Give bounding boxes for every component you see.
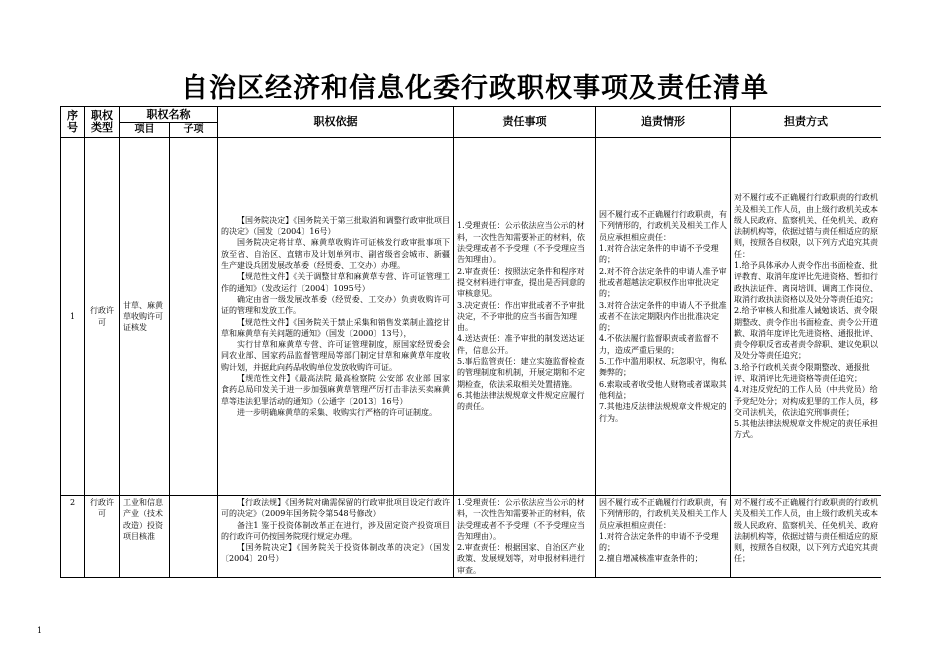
basis-para: 备注1 鉴于投资体制改革正在进行，涉及固定资产投资项目的行政许可仍按国务院现行规定办理。 — [221, 520, 450, 541]
liability-item: 2.给予审核人和批准人诫勉谈话、责令限期整改、责令作出书面检查、责令公开道歉、取消年度评比先进资格、通报批评、责令停职反省或者责令辞职、建议免职以及处分等责任追究； — [734, 306, 878, 361]
row-subitem — [170, 138, 218, 496]
header-name: 职权名称 — [120, 107, 218, 123]
header-seq-top: 序 — [67, 109, 78, 122]
basis-para: 国务院决定将甘草、麻黄草收购许可证核发行政审批事项下放至省、自治区、直辖市及计划单列市、副省级省会城市、新疆生产建设兵团发展改革委（经贸委、工交办）办理。 — [221, 238, 450, 271]
header-type-bottom: 类型 — [91, 121, 113, 134]
duty-item: 6.其他法律法规规章文件规定应履行的责任。 — [457, 390, 585, 412]
header-item: 项目 — [120, 123, 170, 138]
situation-item: 7.其他违反法律法规规章文件规定的行为。 — [599, 402, 727, 423]
table-row — [61, 496, 882, 578]
liability-item: 对不履行或不正确履行行政职责的行政机关及相关工作人员，由上级行政机关或本级人民政府、监察机关、任免机关、政府法制机构等，依据过错与责任相适应的原则，按照各自权限，以下列方式追究其责任； — [734, 498, 878, 564]
duty-item: 5.事后监管责任：建立实施监督检查的管理制度和机制，开展定期和不定期检查，依法采取相关处置措施。 — [457, 357, 585, 389]
basis-para: 【规范性文件】《最高法院 最高检察院 公安部 农业部 国家食药总局印发关于进一步加强麻黄草管理严厉打击非法买卖麻黄草等违法犯罪活动的通知》（公通字〔2013〕16号） — [221, 373, 450, 406]
row-duty — [454, 496, 596, 578]
situation-item: 4.不依法履行监督职责或者监督不力，造成严重后果的； — [599, 334, 719, 355]
responsibility-table — [60, 106, 881, 578]
header-type — [85, 107, 120, 138]
page-number: 1 — [37, 626, 43, 635]
row-seq: 2 — [61, 496, 85, 578]
duty-item: 2.审查责任：根据国家、自治区产业政策、发展规划等，对申报材料进行审查。 — [457, 543, 585, 575]
row-type: 行政许可 — [85, 138, 120, 496]
duty-item: 1.受理责任：公示依法应当公示的材料，一次性告知需要补正的材料，依法受理或者不予受理（不予受理应当告知理由）。 — [457, 498, 585, 541]
basis-para: 【行政法规】《国务院对确需保留的行政审批项目设定行政许可的决定》（2009年国务院令第548号修改） — [221, 498, 450, 519]
header-type-top: 职权 — [91, 109, 113, 122]
situation-item: 6.索取或者收受他人财物或者谋取其他利益； — [599, 379, 727, 400]
duty-item: 4.送达责任：准予审批的制发送达证件，信息公开。 — [457, 334, 585, 355]
header-liability: 担责方式 — [731, 107, 882, 138]
header-seq-bottom: 号 — [67, 121, 78, 134]
row-item: 甘草、麻黄草收购许可证核发 — [120, 138, 170, 496]
header-basis: 职权依据 — [218, 107, 454, 138]
row-liability — [731, 496, 882, 578]
liability-item: 1.给予具体承办人责令作出书面检查、批评教育、取消年度评比先进资格、暂扣行政执法证件、离岗培训、调离工作岗位、取消行政执法资格以及处分等责任追究； — [734, 261, 878, 304]
basis-para: 确定由省一级发展改革委（经贸委、工交办）负责收购许可证的管理和发放工作。 — [221, 294, 450, 316]
row-duty — [454, 138, 596, 496]
liability-item: 对不履行或不正确履行行政职责的行政机关及相关工作人员，由上级行政机关或本级人民政府、监察机关、任免机关、政府法制机构等，依据过错与责任相适应的原则，按照各自权限，以下列方式追究其责任： — [734, 193, 878, 259]
situation-item: 3.对符合法定条件的申请人不予批准或者不在法定期限内作出批准决定的； — [599, 300, 727, 333]
row-situation — [596, 138, 731, 496]
liability-item: 5.其他法律法规规章文件规定的责任承担方式。 — [734, 419, 878, 440]
duty-item: 1.受理责任：公示依法应当公示的材料，一次性告知需要补正的材料，依法受理或者不予受理（不予受理应当告知理由）。 — [457, 221, 585, 265]
row-subitem — [170, 496, 218, 578]
situation-item: 2.对不符合法定条件的申请人准予审批或者超越法定职权作出审批决定的； — [599, 266, 727, 299]
table-row — [61, 138, 882, 496]
duty-item: 3.决定责任：作出审批或者不予审批决定，不予审批的应当书面告知理由。 — [457, 300, 585, 333]
liability-item: 4.对违反党纪的工作人员（中共党员）给予党纪处分；对构成犯罪的工作人员，移交司法机关，依法追究刑事责任； — [734, 385, 878, 417]
situation-item: 2.擅自增减核准审查条件的； — [599, 554, 703, 564]
basis-para: 【规范性文件】《国务院关于禁止采集和销售发菜制止滥挖甘草和麻黄草有关问题的通知》（国发〔2000〕13号）， — [221, 317, 450, 338]
header-row-1 — [61, 107, 882, 123]
row-seq: 1 — [61, 138, 85, 496]
basis-para: 【规范性文件】《关于调整甘草和麻黄草专营、许可证管理工作的通知》（发改运行〔2004〕1095号） — [221, 272, 450, 293]
row-liability — [731, 138, 882, 496]
row-basis — [218, 496, 454, 578]
page-title: 自治区经济和信息化委行政职权事项及责任清单 — [181, 73, 769, 104]
duty-item: 2.审查责任：按照法定条件和程序对提交材料进行审查，提出是否同意的审核意见。 — [457, 266, 585, 299]
liability-item: 3.给予行政机关责令限期整改、通报批评、取消评比先进资格等责任追究； — [734, 362, 870, 383]
situation-item: 1.对符合法定条件的申请不予受理的； — [599, 531, 719, 553]
header-duty: 责任事项 — [454, 107, 596, 138]
basis-para: 【国务院决定】《国务院关于第三批取消和调整行政审批项目的决定》（国发〔2004〕16号） — [221, 215, 450, 237]
situation-item: 5.工作中滥用职权、玩忽职守，徇私舞弊的； — [599, 357, 727, 378]
situation-item: 因不履行或不正确履行行政职责，有下列情形的，行政机关及相关工作人员应承担相应责任： — [599, 498, 727, 530]
header-subitem: 子项 — [170, 123, 218, 138]
header-situation: 追责情形 — [596, 107, 731, 138]
situation-item: 因不履行或不正确履行行政职责，有下列情形的，行政机关及相关工作人员应承担相应责任： — [599, 210, 727, 242]
row-situation — [596, 496, 731, 578]
header-seq — [61, 107, 85, 138]
row-item: 工业和信息产业（技术改造）投资项目核准 — [120, 496, 170, 578]
basis-para: 进一步明确麻黄草的采集、收购实行严格的许可证制度。 — [237, 407, 437, 417]
row-type: 行政许可 — [85, 496, 120, 578]
basis-para: 【国务院决定】《国务院关于投资体制改革的决定》（国发〔2004〕20号） — [221, 543, 450, 564]
row-basis — [218, 138, 454, 496]
responsibility-table-container — [60, 106, 881, 596]
basis-para: 实行甘草和麻黄草专营、许可证管理制度，原国家经贸委会同农业部、国家药品监督管理局等部门制定甘草和麻黄草年度收购计划，并据此向药品收购单位发放收购许可证。 — [221, 340, 450, 372]
situation-item: 1.对符合法定条件的申请不予受理的； — [599, 244, 719, 265]
